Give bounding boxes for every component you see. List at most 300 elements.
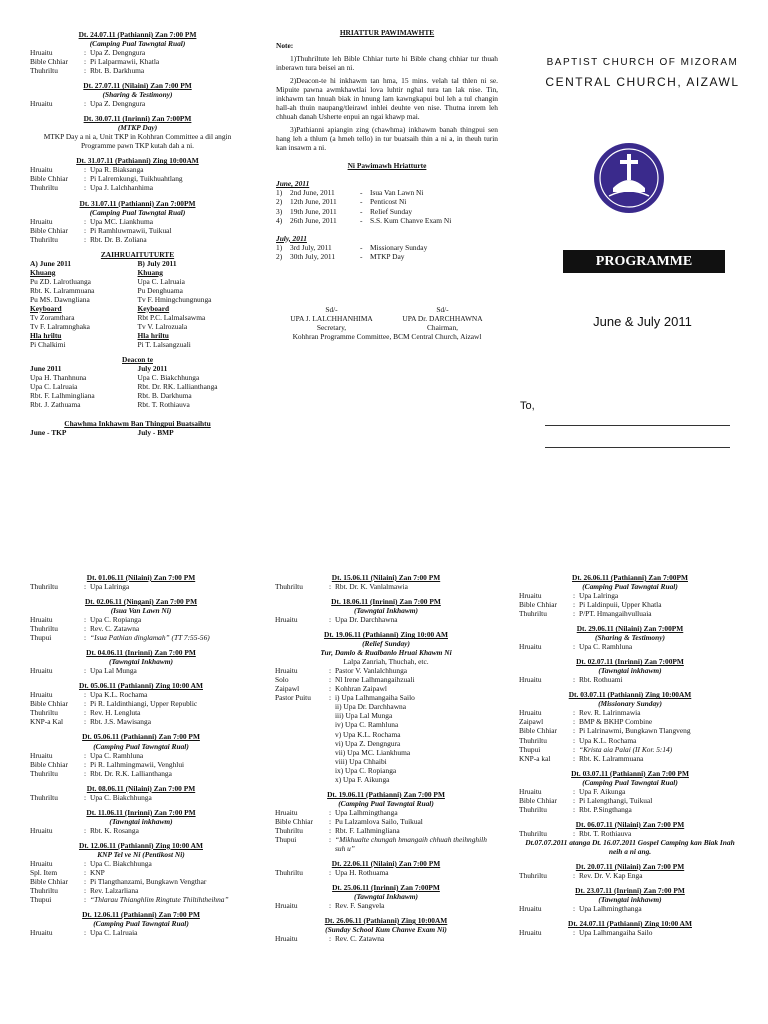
role-person: Upa Z. Dengngura [90, 48, 146, 58]
role-person: Rev. C. Zatawna [90, 624, 140, 634]
role-person: Upa C. Biakchhunga [90, 858, 152, 868]
date-index: 2) [276, 197, 283, 207]
hla-hriltu-label: Hla hriltu [137, 330, 169, 340]
date-value: 3rd July, 2011 [290, 242, 332, 252]
colon-separator: : [83, 759, 87, 769]
colon-separator: : [83, 825, 87, 835]
musician-name: Tv F. Hmingchungnunga [137, 294, 212, 304]
role-label: Hruaitu [30, 690, 53, 700]
important-dates-heading: Ni Pawimawh Hriatturte [347, 161, 427, 171]
schedule-row [30, 760, 252, 769]
schedule-subtitle: (Missionary Sunday) [598, 699, 662, 709]
schedule-row [519, 675, 741, 684]
signature-line: Sd/- [325, 304, 338, 314]
role-person: ii) Upa Dr. Darchhawna [335, 702, 407, 712]
schedule-date-heading: Dt. 05.06.11 (Pathianni) Zing 10:00 AM [78, 681, 203, 691]
role-person: Upa J. Lalchhanhima [90, 183, 154, 193]
schedule-row [519, 591, 741, 600]
dash-separator: - [360, 197, 363, 207]
role-person: Rbt. Dr. R.K. Lallianthanga [90, 768, 172, 778]
date-index: 1) [276, 188, 283, 198]
role-label: Thuhriltu [275, 582, 303, 592]
role-label: Thupui [30, 894, 52, 904]
schedule-block [275, 597, 497, 615]
panel-top-middle [276, 28, 498, 358]
role-label: Thupui [519, 744, 541, 754]
role-person: Rbt. Dr. K. Vanlalmawia [335, 582, 408, 592]
role-person: Rbt. Rothuami [579, 675, 623, 685]
role-person: “Mikhualte chungah hmangaih chhuah theihnghilh suh u” [335, 834, 487, 853]
role-label: Thuhriltu [30, 708, 58, 718]
schedule-row [519, 928, 741, 937]
note-paragraph: 2)Deacon-te hi inkhawm tan hma, 15 mins. velah tal thlen ni se. Mipuite pawna awmkhawtlai lova luhtir nghal tura tan lak nise. Tin, inkhawm tan hnuah biak in hnung lam kawngkapui bul leh a tul changin hall-ah thuin naupang/tleirawl inhlei deuhte ven nise. Thutna inrem leh chhuah danah Usherte enpui an ngai khawp mai. [276, 76, 498, 122]
schedule-block [30, 114, 245, 150]
role-label: Bible Chhiar [519, 795, 557, 805]
role-label: Bible Chhiar [275, 816, 313, 826]
role-label: Hruaitu [275, 807, 298, 817]
schedule-block [519, 690, 741, 708]
schedule-row [275, 934, 497, 943]
schedule-row [275, 730, 497, 739]
recipient-line-2 [545, 447, 730, 448]
role-person: Upa Z. Dengngura [90, 99, 146, 109]
date-value: 30th July, 2011 [290, 251, 336, 261]
musicians-columns [30, 259, 245, 349]
schedule-row [275, 684, 497, 693]
role-label: Hruaitu [30, 858, 53, 868]
role-person: BMP & BKHP Combine [579, 717, 653, 727]
role-person: Upa Lalringa [579, 591, 619, 601]
schedule-subtitle: (Relief Sunday) [362, 639, 410, 649]
role-label [275, 711, 325, 720]
colon-separator: : [83, 174, 87, 184]
schedule-row [275, 615, 497, 624]
schedule-row [275, 775, 497, 784]
role-label: Hruaitu [519, 675, 542, 685]
role-person: Upa K.L. Rochama [90, 690, 148, 700]
schedule-date-heading: Dt. 01.06.11 (Nilaini) Zan 7:00 PM [86, 573, 196, 582]
schedule-block [30, 156, 245, 165]
colon-separator: : [328, 684, 332, 694]
role-label: Thuhriltu [30, 66, 58, 76]
colon-separator: : [83, 867, 87, 877]
colon-separator: : [572, 675, 576, 685]
role-person: Upa C. Ramhluna [579, 642, 633, 652]
role-person: Upa Lalhmingthanga [335, 807, 398, 817]
role-person: Rev. C. Zatawna [335, 934, 385, 944]
role-label: Hruaitu [275, 934, 298, 944]
schedule-subtitle: (Tawngtai inkhawm) [109, 816, 173, 826]
role-label [275, 730, 325, 739]
deacons-columns [30, 364, 245, 409]
colon-separator: : [83, 717, 87, 727]
role-person: Rbt. T. Rothiauva [579, 828, 632, 838]
role-person: Rev. Lalzarliana [90, 885, 139, 895]
schedule-block [519, 919, 741, 928]
panel-top-left [30, 30, 245, 515]
june-dates-list [276, 188, 498, 224]
date-event: MTKP Day [370, 251, 405, 261]
colon-separator: : [572, 786, 576, 796]
schedule-date-heading: Dt. 31.07.11 (Pathianni) Zan 7:00PM [79, 198, 196, 208]
schedule-row [519, 796, 741, 805]
musician-name: Tv Zoramthara [30, 312, 75, 322]
schedule-subtitle: (Camping Pual Tawngtai Rual) [338, 798, 434, 808]
role-label: Thuhriltu [519, 804, 547, 814]
colon-separator: : [328, 693, 332, 703]
role-label: Bible Chhiar [30, 174, 68, 184]
role-person: P/PT. Hmangaihvulluaia [579, 609, 652, 619]
role-label: KNP-a Kal [30, 717, 64, 727]
role-person: Kohhran Zaipawl [335, 684, 387, 694]
dash-separator: - [360, 242, 363, 252]
colon-separator [325, 775, 335, 784]
musicians-heading: ZAIHRUAITUTURTE [100, 249, 175, 259]
role-label: Thuhriltu [275, 867, 303, 877]
role-person: “Isua Pathian dinglamah” (TT 7:55-56) [90, 633, 210, 643]
programme-dates: June & July 2011 [593, 314, 692, 329]
colon-separator: : [572, 726, 576, 736]
schedule-row [519, 708, 741, 717]
schedule-subtitle: (Tawngtai inkhawm) [598, 666, 662, 676]
musician-name: Pu MS. Dawngliana [30, 294, 90, 304]
colon-separator: : [328, 807, 332, 817]
role-person: Pi R. Lalhmingmawii, Venghlui [90, 759, 185, 769]
musicians-june [30, 259, 138, 349]
schedule-row [30, 895, 252, 904]
colon-separator: : [83, 792, 87, 802]
note-paragraph: 1)Thuhriltute leh Bible Chhiar turte hi Bible chang chhiar tur thuah inberawn tura beisei an ni. [276, 54, 498, 73]
programme-banner: PROGRAMME [563, 250, 725, 273]
role-person: Upa H. Rothuama [335, 867, 389, 877]
colon-separator: : [572, 804, 576, 814]
role-person: Upa F. Aikunga [579, 786, 626, 796]
colon-separator: : [572, 870, 576, 880]
deacon-name: Rbt. J. Zathuama [30, 400, 81, 410]
keyboard-label: Keyboard [137, 303, 170, 313]
deacon-name: Rbt. B. Darkhuma [137, 391, 192, 401]
schedule-row [30, 235, 245, 244]
role-label: Bible Chhiar [519, 726, 557, 736]
dash-separator: - [360, 188, 363, 198]
schedule-subtitle: (Isua Van Lawn Ni) [110, 606, 172, 616]
schedule-block [30, 648, 252, 666]
khuang-label: Khuang [30, 267, 56, 277]
schedule-row [30, 582, 252, 591]
role-person: Pi Tlangthanzami, Bungkawn Vengthar [90, 876, 207, 886]
role-person: Rbt. B. Darkhuma [90, 66, 145, 76]
schedule-row [275, 757, 497, 766]
schedule-date-heading: Dt. 03.07.11 (Pathianni) Zing 10:00AM [568, 690, 692, 700]
role-label [275, 739, 325, 748]
july-dates-list [276, 243, 498, 261]
date-index: 4) [276, 215, 283, 225]
role-person: Upa C. Lalruaia [90, 928, 138, 938]
colon-separator: : [572, 744, 576, 754]
role-person: Pi R. Laldinthiangi, Upper Republic [90, 699, 198, 709]
role-person: “Krista aia Palai (II Kor. 5:14) [579, 744, 673, 754]
role-person: i) Upa Lalhmangaiha Sailo [335, 693, 415, 703]
schedule-date-heading: Dt. 30.07.11 (Inrinni) Zan 7:00PM [83, 114, 192, 124]
notes-paragraphs [276, 54, 498, 152]
role-person: Rev. Dr. V. Kap Enga [579, 870, 643, 880]
schedule-block [519, 769, 741, 787]
musician-name: Pu ZD. Lalrotluanga [30, 276, 91, 286]
schedule-block [519, 624, 741, 642]
colon-separator [325, 730, 335, 739]
july-label: B) July 2011 [137, 258, 177, 268]
role-label: Hruaitu [275, 901, 298, 911]
role-label: Hruaitu [275, 666, 298, 676]
june-label: June 2011 [30, 364, 62, 374]
role-person: Pastor V. Vanlalchhunga [335, 666, 408, 676]
role-person: Rbt. P.Singthanga [579, 804, 632, 814]
signature-line: Secretary, [316, 322, 347, 332]
role-label: Hruaitu [275, 615, 298, 625]
important-date-row [276, 243, 498, 252]
tea-columns [30, 428, 245, 437]
schedule-date-heading: Dt. 26.06.11 (Pathianni) Zan 7:00PM [572, 573, 688, 582]
schedule-subtitle-2: KNP Tel ve Ni (Pentikost Ni) [97, 849, 185, 859]
schedule-note: MTKP Day a ni a, Unit TKP in Kohhran Committee a dil angin Programme pawn TKP kutah dah a ni. [43, 132, 232, 151]
role-label [275, 702, 325, 711]
colon-separator: : [328, 934, 332, 944]
schedule-row [30, 183, 245, 192]
tea-heading: Chawhma Inkhawm Ban Thingpui Buatsaihtu [64, 419, 211, 429]
colon-separator: : [572, 753, 576, 763]
schedule-row [275, 702, 497, 711]
date-value: 12th June, 2011 [290, 197, 337, 207]
schedule-subtitle: (MTKP Day) [117, 123, 158, 133]
role-person: vii) Upa MC. Liankhuma [335, 747, 411, 757]
musician-name: Pi Chalkimi [30, 339, 66, 349]
schedule-date-heading: Dt. 04.06.11 (Inrinni) Zan 7:00 PM [86, 648, 196, 658]
role-person: viii) Upa Chhaibi [335, 756, 387, 766]
date-event: Missionary Sunday [370, 242, 428, 252]
schedule-row [30, 624, 252, 633]
colon-separator: : [83, 57, 87, 67]
schedule-block [30, 597, 252, 615]
schedule-row [519, 871, 741, 880]
schedule-row [519, 600, 741, 609]
role-person: Upa MC. Liankhuma [90, 216, 154, 226]
colon-separator: : [83, 699, 87, 709]
role-person: Pu Lalzamlova Sailo, Tuikual [335, 816, 423, 826]
role-person: Pi Laldinpuii, Upper Khatla [579, 600, 662, 610]
july-dates-heading: July, 2011 [276, 233, 307, 243]
schedule-row [30, 877, 252, 886]
schedule-date-heading: Dt. 27.07.11 (Nilaini) Zan 7:00 PM [83, 81, 192, 91]
schedule-row [30, 793, 252, 802]
colon-separator: : [328, 825, 332, 835]
date-event: S.S. Kum Chanve Exam Ni [370, 215, 452, 225]
role-label [275, 748, 325, 757]
schedule-note: Lalpa Zanriah, Thuchah, etc. [343, 657, 429, 667]
colon-separator: : [83, 183, 87, 193]
schedule-row [30, 928, 252, 937]
role-person: Upa C. Ramhluna [90, 750, 144, 760]
colon-separator [325, 720, 335, 729]
deacon-name: Rbt. F. Lalhmingliana [30, 391, 95, 401]
schedule-row [519, 787, 741, 796]
schedule-row [275, 720, 497, 729]
schedule-row [275, 817, 497, 826]
colon-separator: : [328, 867, 332, 877]
colon-separator: : [572, 904, 576, 913]
schedule-block [30, 30, 245, 48]
role-label: KNP-a kal [519, 753, 551, 763]
schedule-row [275, 693, 497, 702]
colon-separator: : [328, 675, 332, 685]
colon-separator: : [572, 591, 576, 601]
role-label: Thuhriltu [30, 624, 58, 634]
role-label: Hruaitu [519, 708, 542, 718]
colon-separator: : [83, 858, 87, 868]
role-person: Pi Lalparmawii, Khatla [90, 57, 160, 67]
colon-separator [325, 748, 335, 757]
role-person: Rbt. K. Lalrammuana [579, 753, 644, 763]
schedule-block [30, 81, 245, 99]
role-person: KNP [90, 867, 105, 877]
colon-separator: : [83, 633, 87, 643]
schedule-row [30, 174, 245, 183]
colon-separator: : [83, 768, 87, 778]
tea-july: July - BMP [137, 428, 174, 438]
colon-separator: : [328, 834, 332, 844]
schedule-subtitle: (Camping Pual Tawngtai Rual) [582, 777, 678, 787]
colon-separator: : [572, 708, 576, 718]
colon-separator: : [572, 642, 576, 652]
schedule-row [519, 717, 741, 726]
role-label: Zaipawl [275, 684, 300, 694]
schedule-subtitle: (Camping Pual Tawngtai Rual) [93, 919, 189, 929]
schedule-row [30, 57, 245, 66]
schedule-date-heading: Dt. 15.06.11 (Nilaini) Zan 7:00 PM [331, 573, 441, 582]
date-event: Penticost Ni [370, 197, 407, 207]
date-event: Isua Van Lawn Ni [370, 188, 424, 198]
schedule-block [30, 732, 252, 750]
schedule-row [30, 886, 252, 895]
dash-separator: - [360, 206, 363, 216]
church-name-line2: CENTRAL CHURCH, AIZAWL [545, 75, 740, 89]
deacons-june [30, 364, 138, 409]
hla-hriltu-label: Hla hriltu [30, 330, 62, 340]
signature-line: UPA Dr. DARCHHAWNA [402, 313, 483, 323]
colon-separator: : [328, 582, 332, 592]
role-label: Thuhriltu [30, 885, 58, 895]
schedule-row [30, 226, 245, 235]
schedule-block [30, 784, 252, 793]
schedule-row [30, 165, 245, 174]
deacon-name: Upa H. Thanhnuna [30, 373, 87, 383]
schedule-block [275, 573, 497, 582]
colon-separator: : [83, 225, 87, 235]
schedule-block [275, 883, 497, 901]
role-person: “Thlarau Thianghlim Ringtute Thiltihtheihna” [90, 894, 229, 904]
colon-separator [325, 757, 335, 766]
schedule-row [275, 582, 497, 591]
colon-separator [325, 766, 335, 775]
role-label: Solo [275, 675, 289, 685]
schedule-row [275, 766, 497, 775]
schedule-subtitle: (Tawngtai inkhawm) [598, 894, 662, 904]
schedule-date-heading: Dt. 06.07.11 (Nilaini) Zan 7:00 PM [575, 819, 685, 829]
role-person: Upa Dr. Darchhawna [335, 615, 398, 625]
colon-separator [325, 739, 335, 748]
role-label: Hruaitu [519, 904, 542, 913]
schedule-row [30, 751, 252, 760]
date-value: 26th June, 2011 [290, 215, 337, 225]
keyboard-label: Keyboard [30, 303, 62, 313]
schedule-subtitle: (Camping Pual Tawngtai Rual) [582, 582, 678, 592]
schedule-date-heading: Dt. 24.07.11 (Pathianni) Zan 7:00 PM [78, 30, 197, 39]
schedule-block [275, 630, 497, 666]
schedule-date-heading: Dt. 08.06.11 (Nilaini) Zan 7:00 PM [86, 783, 196, 793]
schedule-row [519, 736, 741, 745]
role-label: Hruaitu [519, 591, 542, 601]
schedule-subtitle: (Camping Pual Tawngtai Rual) [89, 39, 186, 49]
colon-separator: : [83, 666, 87, 676]
musician-name: Pi T. Lalsangzuali [137, 339, 191, 349]
musician-name: Pu Denghuama [137, 285, 183, 295]
role-person: Upa R. Biaksanga [90, 165, 144, 175]
khuang-label: Khuang [137, 267, 163, 277]
schedule-row [30, 99, 245, 108]
colon-separator: : [328, 901, 332, 911]
schedule-row [519, 745, 741, 754]
deacons-july [138, 364, 246, 409]
role-label: Hruaitu [519, 928, 542, 938]
deacon-name: Upa C. Biakchhunga [137, 373, 200, 383]
schedule-block [519, 657, 741, 675]
role-person: Rev. R. Lalrinmawia [579, 708, 641, 718]
schedule-block [519, 862, 741, 871]
role-label: Hruaitu [30, 165, 53, 175]
schedule-date-heading: Dt. 31.07.11 (Pathianni) Zing 10:00AM [76, 156, 199, 166]
colon-separator: : [83, 690, 87, 700]
role-person: x) Upa F. Aikunga [335, 774, 390, 784]
signature-line: Sd/- [436, 304, 449, 314]
schedule-row [275, 666, 497, 675]
role-label: Thupui [30, 633, 52, 643]
role-label: Bible Chhiar [30, 699, 68, 709]
schedule-row [275, 675, 497, 684]
schedule-row [30, 699, 252, 708]
musician-name: Upa C. Lalruaia [137, 276, 185, 286]
schedule-block [275, 859, 497, 868]
date-index: 1) [276, 242, 283, 252]
role-label [275, 766, 325, 775]
deacon-name: Rbt. Dr. RK. Lallianthanga [137, 382, 218, 392]
role-label: Thuhriltu [30, 234, 58, 244]
schedule-row [519, 805, 741, 814]
schedule-date-heading: Dt. 18.06.11 (Inrinni) Zan 7:00 PM [331, 597, 441, 607]
role-label: Thuhriltu [519, 735, 547, 745]
colon-separator: : [83, 708, 87, 718]
schedule-row [275, 808, 497, 817]
role-person: iii) Upa Lal Munga [335, 711, 393, 721]
schedule-row [30, 615, 252, 624]
role-person: Rbt. F. Lalhmingliana [335, 825, 400, 835]
schedule-row [519, 642, 741, 651]
schedule-row [30, 859, 252, 868]
important-date-row [276, 197, 498, 206]
role-label: Thuhriltu [30, 768, 58, 778]
role-person: ix) Upa C. Ropianga [335, 765, 397, 775]
role-label: Hruaitu [519, 786, 542, 796]
schedule-date-heading: Dt. 11.06.11 (Inrinni) Zan 7:00 PM [86, 807, 196, 817]
colon-separator [325, 711, 335, 720]
